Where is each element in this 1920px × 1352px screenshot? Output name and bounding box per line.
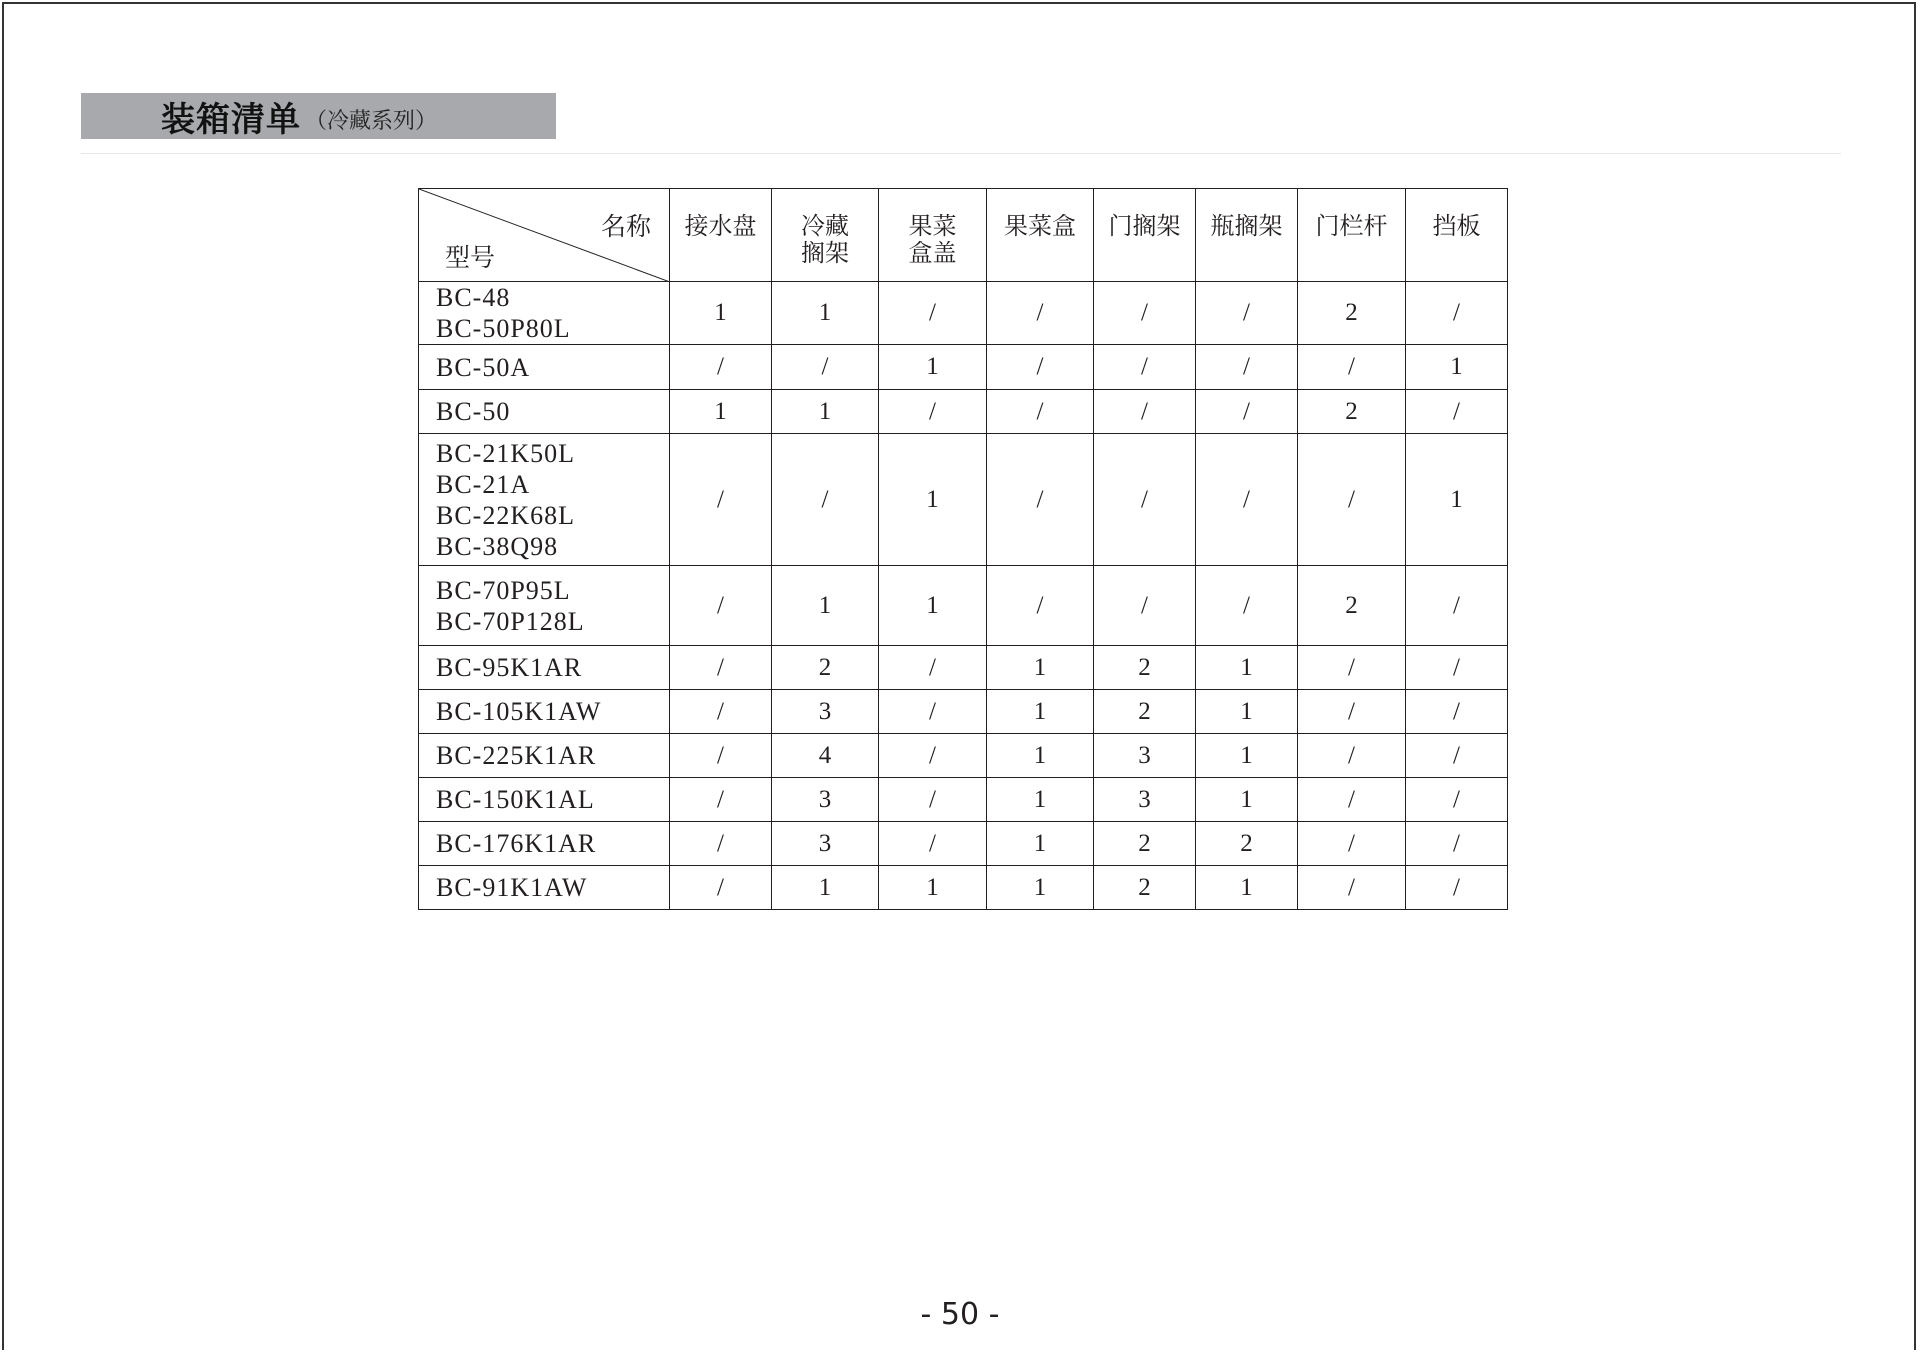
- model-name: BC-50P80L: [436, 314, 571, 343]
- quantity-cell: /: [772, 434, 879, 566]
- quantity-cell: /: [670, 778, 772, 822]
- quantity-cell: /: [1196, 345, 1298, 390]
- model-cell: [419, 734, 670, 778]
- model-name: BC-22K68L: [436, 500, 575, 530]
- model-cell: [419, 390, 670, 434]
- quantity-cell: 1: [987, 778, 1094, 822]
- quantity-cell: /: [1094, 282, 1196, 345]
- model-name: BC-70P128L: [436, 606, 585, 636]
- quantity-cell: 1: [987, 866, 1094, 910]
- quantity-cell: 1: [879, 566, 987, 646]
- table-row: [419, 390, 1508, 434]
- column-header: [1094, 189, 1196, 282]
- model-name: BC-225K1AR: [436, 741, 597, 770]
- table-row: [419, 734, 1508, 778]
- quantity-cell: /: [1406, 646, 1508, 690]
- quantity-cell: 1: [670, 390, 772, 434]
- quantity-cell: 1: [1196, 646, 1298, 690]
- table-row: [419, 866, 1508, 910]
- quantity-cell: 1: [1406, 345, 1508, 390]
- quantity-cell: /: [1406, 778, 1508, 822]
- column-header-line1: 门搁架: [1108, 212, 1181, 240]
- quantity-cell: /: [879, 390, 987, 434]
- header-row: [419, 189, 1508, 282]
- quantity-cell: 1: [987, 822, 1094, 866]
- model-name: BC-176K1AR: [436, 829, 597, 858]
- quantity-cell: /: [670, 646, 772, 690]
- quantity-cell: 1: [1196, 734, 1298, 778]
- quantity-cell: /: [987, 566, 1094, 646]
- column-header-line1: 挡板: [1432, 212, 1481, 240]
- quantity-cell: /: [879, 690, 987, 734]
- quantity-cell: 2: [1094, 866, 1196, 910]
- quantity-cell: /: [1298, 822, 1406, 866]
- packing-list-body: [419, 282, 1508, 910]
- quantity-cell: 1: [879, 345, 987, 390]
- model-cell: [419, 345, 670, 390]
- quantity-cell: 1: [772, 866, 879, 910]
- model-name: BC-95K1AR: [436, 653, 583, 682]
- quantity-cell: /: [879, 734, 987, 778]
- quantity-cell: /: [1196, 390, 1298, 434]
- column-header: [772, 189, 879, 282]
- quantity-cell: 2: [1298, 566, 1406, 646]
- column-header: [1406, 189, 1508, 282]
- quantity-cell: /: [1406, 390, 1508, 434]
- model-name: BC-50A: [436, 352, 531, 382]
- column-header: [670, 189, 772, 282]
- quantity-cell: 1: [772, 566, 879, 646]
- quantity-cell: 2: [1094, 646, 1196, 690]
- table-row: [419, 822, 1508, 866]
- quantity-cell: /: [1196, 282, 1298, 345]
- quantity-cell: /: [670, 822, 772, 866]
- quantity-cell: /: [987, 390, 1094, 434]
- quantity-cell: /: [1298, 778, 1406, 822]
- model-cell: [419, 690, 670, 734]
- quantity-cell: /: [670, 734, 772, 778]
- page-title: 装箱清单: [161, 99, 301, 140]
- quantity-cell: /: [1298, 866, 1406, 910]
- model-name: BC-48: [436, 283, 511, 312]
- column-header-line2: 搁架: [801, 239, 849, 267]
- quantity-cell: /: [1094, 345, 1196, 390]
- quantity-cell: /: [670, 566, 772, 646]
- section-title-bar: [81, 93, 556, 139]
- column-header-line1: 瓶搁架: [1210, 212, 1283, 240]
- column-header: [879, 189, 987, 282]
- corner-header-cell: [419, 189, 670, 282]
- column-header: [1298, 189, 1406, 282]
- quantity-cell: 2: [1298, 390, 1406, 434]
- quantity-cell: 2: [1298, 282, 1406, 345]
- table-row: [419, 566, 1508, 646]
- quantity-cell: /: [1406, 822, 1508, 866]
- quantity-cell: /: [987, 345, 1094, 390]
- model-name: BC-105K1AW: [436, 697, 602, 726]
- model-cell: [419, 434, 670, 566]
- column-header-line1: 冷藏: [801, 212, 849, 240]
- quantity-cell: /: [987, 434, 1094, 566]
- table-row: [419, 434, 1508, 566]
- quantity-cell: /: [879, 646, 987, 690]
- quantity-cell: 1: [1196, 690, 1298, 734]
- table-row: [419, 345, 1508, 390]
- model-name: BC-38Q98: [436, 531, 559, 561]
- quantity-cell: /: [1406, 282, 1508, 345]
- model-name: BC-21A: [436, 469, 531, 499]
- quantity-cell: /: [879, 822, 987, 866]
- quantity-cell: /: [1094, 390, 1196, 434]
- column-header: [1196, 189, 1298, 282]
- quantity-cell: /: [1406, 566, 1508, 646]
- quantity-cell: 1: [987, 734, 1094, 778]
- quantity-cell: /: [879, 282, 987, 345]
- quantity-cell: 1: [987, 690, 1094, 734]
- page-subtitle: （冷藏系列）: [305, 108, 438, 134]
- quantity-cell: 3: [772, 690, 879, 734]
- quantity-cell: 1: [1406, 434, 1508, 566]
- quantity-cell: 2: [1094, 690, 1196, 734]
- quantity-cell: 1: [879, 434, 987, 566]
- column-header-line1: 果菜盒: [1004, 212, 1076, 240]
- title-divider: [81, 153, 1841, 154]
- quantity-cell: 2: [772, 646, 879, 690]
- quantity-cell: 1: [772, 282, 879, 345]
- table-row: [419, 778, 1508, 822]
- column-header-line1: 门栏杆: [1315, 212, 1388, 240]
- column-header-line1: 接水盘: [684, 212, 757, 240]
- model-name: BC-150K1AL: [436, 785, 595, 814]
- packing-list-table: [418, 188, 1508, 910]
- model-cell: [419, 646, 670, 690]
- quantity-cell: 3: [1094, 778, 1196, 822]
- corner-model-label: 型号: [445, 243, 496, 272]
- column-header: [987, 189, 1094, 282]
- table-row: [419, 690, 1508, 734]
- quantity-cell: /: [879, 778, 987, 822]
- quantity-cell: /: [1298, 345, 1406, 390]
- quantity-cell: /: [670, 690, 772, 734]
- model-cell: [419, 822, 670, 866]
- quantity-cell: /: [1196, 434, 1298, 566]
- quantity-cell: /: [1298, 646, 1406, 690]
- page-number: - 50 -: [920, 1297, 1000, 1332]
- quantity-cell: 3: [772, 778, 879, 822]
- quantity-cell: /: [1298, 434, 1406, 566]
- corner-name-label: 名称: [600, 212, 651, 241]
- table-row: [419, 282, 1508, 345]
- table-row: [419, 646, 1508, 690]
- quantity-cell: 3: [772, 822, 879, 866]
- model-cell: [419, 282, 670, 345]
- quantity-cell: 4: [772, 734, 879, 778]
- quantity-cell: /: [1298, 734, 1406, 778]
- quantity-cell: /: [1406, 866, 1508, 910]
- model-cell: [419, 866, 670, 910]
- column-header-line1: 果菜: [908, 212, 957, 240]
- quantity-cell: /: [1196, 566, 1298, 646]
- quantity-cell: 1: [879, 866, 987, 910]
- quantity-cell: 1: [772, 390, 879, 434]
- model-name: BC-91K1AW: [436, 873, 588, 902]
- quantity-cell: /: [670, 434, 772, 566]
- quantity-cell: 1: [1196, 866, 1298, 910]
- quantity-cell: 1: [670, 282, 772, 345]
- quantity-cell: /: [1094, 434, 1196, 566]
- quantity-cell: /: [772, 345, 879, 390]
- quantity-cell: /: [1406, 690, 1508, 734]
- model-name: BC-21K50L: [436, 438, 575, 468]
- model-name: BC-50: [436, 397, 511, 426]
- model-cell: [419, 566, 670, 646]
- quantity-cell: 3: [1094, 734, 1196, 778]
- column-header-line2: 盒盖: [908, 239, 957, 267]
- quantity-cell: 2: [1196, 822, 1298, 866]
- model-name: BC-70P95L: [436, 575, 571, 605]
- quantity-cell: /: [987, 282, 1094, 345]
- quantity-cell: /: [670, 345, 772, 390]
- quantity-cell: /: [1094, 566, 1196, 646]
- quantity-cell: 2: [1094, 822, 1196, 866]
- quantity-cell: 1: [1196, 778, 1298, 822]
- quantity-cell: /: [1406, 734, 1508, 778]
- quantity-cell: /: [1298, 690, 1406, 734]
- model-cell: [419, 778, 670, 822]
- quantity-cell: /: [670, 866, 772, 910]
- quantity-cell: 1: [987, 646, 1094, 690]
